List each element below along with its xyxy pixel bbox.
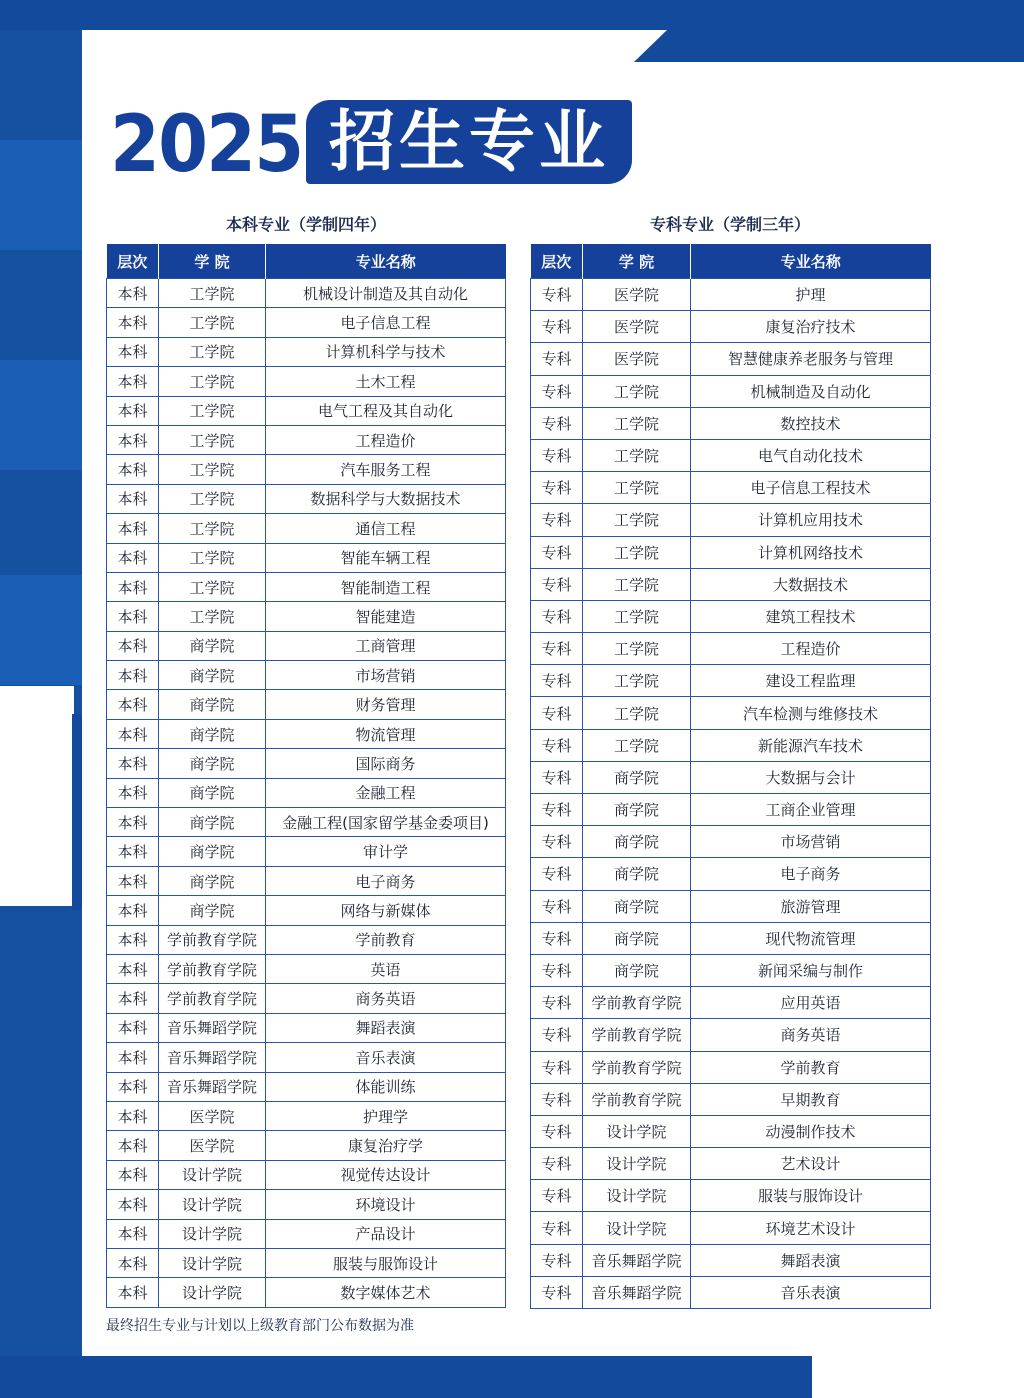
major-cell: 大数据与会计 [691,761,931,793]
level-cell: 专科 [531,1019,583,1051]
major-cell: 工程造价 [266,425,506,454]
table-row [531,794,931,826]
college-cell: 工学院 [583,504,691,536]
level-cell: 专科 [531,504,583,536]
major-cell: 舞蹈表演 [691,1244,931,1276]
major-cell: 数字媒体艺术 [266,1278,506,1307]
college-cell: 商学院 [583,954,691,986]
major-cell: 环境设计 [266,1190,506,1219]
major-cell: 数据科学与大数据技术 [266,484,506,513]
major-cell: 音乐表演 [266,1043,506,1072]
level-cell: 本科 [107,631,159,660]
table-row [531,279,931,311]
left-stripe-band [0,140,82,250]
table-row [531,568,931,600]
major-cell: 审计学 [266,837,506,866]
table-row [107,337,506,366]
major-cell: 视觉传达设计 [266,1160,506,1189]
level-cell: 专科 [531,1083,583,1115]
major-cell: 金融工程(国家留学基金委项目) [266,808,506,837]
table-row [531,600,931,632]
major-cell: 新闻采编与制作 [691,954,931,986]
level-cell: 本科 [107,778,159,807]
major-cell: 国际商务 [266,749,506,778]
college-cell: 音乐舞蹈学院 [159,1072,266,1101]
college-cell: 工学院 [159,543,266,572]
major-cell: 建设工程监理 [691,665,931,697]
college-cell: 商学院 [159,808,266,837]
college-cell: 商学院 [583,761,691,793]
major-cell: 大数据技术 [691,568,931,600]
bottom-banner [0,1356,812,1398]
table-row [107,1101,506,1130]
major-cell: 旅游管理 [691,890,931,922]
table-row [531,1051,931,1083]
level-cell: 专科 [531,1244,583,1276]
column-header: 学 院 [159,244,266,279]
college-cell: 商学院 [583,794,691,826]
level-cell: 本科 [107,1072,159,1101]
table-row [531,343,931,375]
major-cell: 工商企业管理 [691,794,931,826]
column-header: 专业名称 [266,244,506,279]
college-cell: 医学院 [583,311,691,343]
level-cell: 专科 [531,697,583,729]
college-cell: 商学院 [159,631,266,660]
level-cell: 专科 [531,536,583,568]
table-row [107,308,506,337]
level-cell: 本科 [107,984,159,1013]
college-cell: 工学院 [159,455,266,484]
level-cell: 专科 [531,890,583,922]
level-cell: 本科 [107,1278,159,1307]
major-cell: 艺术设计 [691,1148,931,1180]
level-cell: 本科 [107,1101,159,1130]
major-cell: 数控技术 [691,407,931,439]
college-cell: 医学院 [159,1131,266,1160]
major-cell: 应用英语 [691,987,931,1019]
college-cell: 音乐舞蹈学院 [583,1244,691,1276]
college-cell: 音乐舞蹈学院 [159,1043,266,1072]
table-row [107,690,506,719]
level-cell: 专科 [531,1051,583,1083]
college-cell: 商学院 [583,826,691,858]
table-row [531,1148,931,1180]
major-cell: 财务管理 [266,690,506,719]
major-cell: 土木工程 [266,367,506,396]
college-cell: 音乐舞蹈学院 [159,1013,266,1042]
table-row [531,826,931,858]
table-row [107,925,506,954]
college-cell: 商学院 [159,690,266,719]
table-header-row [531,244,931,279]
level-cell: 本科 [107,308,159,337]
major-cell: 智慧健康养老服务与管理 [691,343,931,375]
level-cell: 专科 [531,633,583,665]
college-cell: 商学院 [159,749,266,778]
table-row [107,896,506,925]
table-row [107,1219,506,1248]
college-cell: 学前教育学院 [583,987,691,1019]
level-cell: 本科 [107,896,159,925]
level-cell: 本科 [107,808,159,837]
college-cell: 医学院 [583,279,691,311]
major-cell: 智能制造工程 [266,572,506,601]
college-cell: 工学院 [583,536,691,568]
college-cell: 商学院 [159,837,266,866]
table-row [531,633,931,665]
level-cell: 专科 [531,761,583,793]
level-cell: 本科 [107,279,159,308]
college-cell: 商学院 [159,719,266,748]
level-cell: 专科 [531,375,583,407]
major-cell: 市场营销 [691,826,931,858]
college-cell: 工学院 [583,375,691,407]
level-cell: 本科 [107,396,159,425]
table-row [107,1013,506,1042]
table-row [107,425,506,454]
college-cell: 学前教育学院 [583,1019,691,1051]
college-cell: 工学院 [583,633,691,665]
major-cell: 计算机网络技术 [691,536,931,568]
undergraduate-caption: 本科专业（学制四年） [225,215,386,234]
major-cell: 电子信息工程技术 [691,472,931,504]
level-cell: 专科 [531,1212,583,1244]
table-row [531,472,931,504]
level-cell: 专科 [531,311,583,343]
table-row [531,1180,931,1212]
table-row [531,761,931,793]
major-cell: 服装与服饰设计 [266,1248,506,1277]
level-cell: 本科 [107,1013,159,1042]
table-row [107,543,506,572]
left-stripe-band [0,575,82,685]
undergraduate-rows [107,279,506,1308]
level-cell: 本科 [107,954,159,983]
level-cell: 本科 [107,484,159,513]
level-cell: 专科 [531,407,583,439]
level-cell: 本科 [107,572,159,601]
major-cell: 环境艺术设计 [691,1212,931,1244]
college-cell: 设计学院 [583,1212,691,1244]
top-banner-slant [630,30,1024,64]
college-cell: 医学院 [583,343,691,375]
footnote: 最终招生专业与计划以上级教育部门公布数据为准 [106,1318,414,1334]
left-stripe-accent [72,714,82,910]
table-row [107,1072,506,1101]
level-cell: 本科 [107,837,159,866]
table-row [107,1278,506,1307]
table-row [531,1083,931,1115]
major-cell: 电子商务 [691,858,931,890]
table-row [531,858,931,890]
level-cell: 本科 [107,602,159,631]
college-cell: 工学院 [583,568,691,600]
table-row [107,837,506,866]
major-cell: 机械设计制造及其自动化 [266,279,506,308]
major-cell: 动漫制作技术 [691,1115,931,1147]
major-cell: 学前教育 [266,925,506,954]
level-cell: 本科 [107,367,159,396]
major-cell: 汽车检测与维修技术 [691,697,931,729]
major-cell: 电气工程及其自动化 [266,396,506,425]
college-cell: 学前教育学院 [159,984,266,1013]
college-cell: 学前教育学院 [159,925,266,954]
level-cell: 本科 [107,1131,159,1160]
major-cell: 体能训练 [266,1072,506,1101]
vocational-rows [531,279,931,1309]
major-cell: 护理 [691,279,931,311]
table-row [107,954,506,983]
table-row [107,984,506,1013]
college-cell: 工学院 [159,279,266,308]
level-cell: 专科 [531,665,583,697]
level-cell: 本科 [107,455,159,484]
college-cell: 设计学院 [159,1190,266,1219]
level-cell: 本科 [107,1043,159,1072]
table-row [107,661,506,690]
level-cell: 专科 [531,1148,583,1180]
table-row [531,1212,931,1244]
table-row [107,602,506,631]
table-row [531,439,931,471]
major-cell: 建筑工程技术 [691,600,931,632]
table-row [531,954,931,986]
college-cell: 工学院 [583,407,691,439]
table-row [107,1131,506,1160]
level-cell: 本科 [107,514,159,543]
table-row [531,1115,931,1147]
college-cell: 学前教育学院 [583,1051,691,1083]
column-header: 层次 [531,244,583,279]
college-cell: 商学院 [159,896,266,925]
college-cell: 工学院 [159,602,266,631]
table-row [107,484,506,513]
college-cell: 设计学院 [583,1180,691,1212]
level-cell: 本科 [107,337,159,366]
major-cell: 电子信息工程 [266,308,506,337]
level-cell: 本科 [107,1160,159,1189]
column-header: 学 院 [583,244,691,279]
college-cell: 设计学院 [159,1219,266,1248]
level-cell: 专科 [531,794,583,826]
major-cell: 现代物流管理 [691,922,931,954]
level-cell: 专科 [531,1180,583,1212]
major-cell: 电子商务 [266,866,506,895]
major-cell: 商务英语 [266,984,506,1013]
college-cell: 商学院 [159,866,266,895]
level-cell: 专科 [531,1276,583,1308]
college-cell: 商学院 [583,890,691,922]
table-row [531,375,931,407]
level-cell: 专科 [531,600,583,632]
college-cell: 学前教育学院 [159,954,266,983]
table-row [107,749,506,778]
college-cell: 设计学院 [159,1248,266,1277]
college-cell: 学前教育学院 [583,1083,691,1115]
level-cell: 专科 [531,826,583,858]
level-cell: 专科 [531,439,583,471]
table-row [107,866,506,895]
level-cell: 本科 [107,661,159,690]
major-cell: 计算机应用技术 [691,504,931,536]
college-cell: 工学院 [159,367,266,396]
major-cell: 康复治疗学 [266,1131,506,1160]
level-cell: 专科 [531,472,583,504]
table-row [107,778,506,807]
left-stripe-band [0,360,82,470]
table-row [531,665,931,697]
major-cell: 计算机科学与技术 [266,337,506,366]
table-row [531,504,931,536]
top-banner [0,0,1024,30]
level-cell: 专科 [531,1115,583,1147]
table-row [531,922,931,954]
table-row [531,407,931,439]
level-cell: 专科 [531,987,583,1019]
level-cell: 专科 [531,279,583,311]
table-row [107,719,506,748]
major-cell: 康复治疗技术 [691,311,931,343]
table-row [107,1160,506,1189]
college-cell: 工学院 [159,308,266,337]
major-cell: 工商管理 [266,631,506,660]
level-cell: 本科 [107,719,159,748]
major-cell: 舞蹈表演 [266,1013,506,1042]
level-cell: 专科 [531,858,583,890]
major-cell: 学前教育 [691,1051,931,1083]
college-cell: 商学院 [159,778,266,807]
major-cell: 工程造价 [691,633,931,665]
major-cell: 网络与新媒体 [266,896,506,925]
table-row [107,455,506,484]
college-cell: 工学院 [583,697,691,729]
table-row [531,890,931,922]
major-cell: 汽车服务工程 [266,455,506,484]
table-row [107,631,506,660]
level-cell: 本科 [107,866,159,895]
level-cell: 本科 [107,925,159,954]
college-cell: 工学院 [583,472,691,504]
college-cell: 设计学院 [583,1115,691,1147]
undergraduate-table [106,244,506,1308]
level-cell: 本科 [107,1219,159,1248]
college-cell: 工学院 [159,396,266,425]
table-row [107,396,506,425]
college-cell: 工学院 [583,439,691,471]
level-cell: 专科 [531,729,583,761]
vocational-caption: 专科专业（学制三年） [649,215,810,234]
table-row [107,1248,506,1277]
table-row [531,311,931,343]
level-cell: 本科 [107,425,159,454]
table-row [531,729,931,761]
table-row [531,536,931,568]
level-cell: 专科 [531,568,583,600]
level-cell: 专科 [531,922,583,954]
table-header-row [107,244,506,279]
major-cell: 服装与服饰设计 [691,1180,931,1212]
college-cell: 设计学院 [159,1160,266,1189]
level-cell: 本科 [107,690,159,719]
level-cell: 专科 [531,954,583,986]
college-cell: 工学院 [159,484,266,513]
major-cell: 金融工程 [266,778,506,807]
major-cell: 智能车辆工程 [266,543,506,572]
college-cell: 工学院 [583,729,691,761]
major-cell: 机械制造及自动化 [691,375,931,407]
major-cell: 电气自动化技术 [691,439,931,471]
college-cell: 工学院 [159,514,266,543]
major-cell: 商务英语 [691,1019,931,1051]
level-cell: 专科 [531,343,583,375]
level-cell: 本科 [107,1190,159,1219]
major-cell: 音乐表演 [691,1276,931,1308]
college-cell: 工学院 [159,572,266,601]
major-cell: 新能源汽车技术 [691,729,931,761]
column-header: 层次 [107,244,159,279]
major-cell: 物流管理 [266,719,506,748]
table-row [107,1190,506,1219]
college-cell: 工学院 [583,665,691,697]
year-title: 2025 [110,100,303,190]
major-cell: 早期教育 [691,1083,931,1115]
table-row [531,1244,931,1276]
major-cell: 市场营销 [266,661,506,690]
college-cell: 音乐舞蹈学院 [583,1276,691,1308]
table-row [531,1019,931,1051]
level-cell: 本科 [107,543,159,572]
college-cell: 医学院 [159,1101,266,1130]
content-card-top [82,30,667,64]
table-row [107,808,506,837]
college-cell: 设计学院 [159,1278,266,1307]
level-cell: 本科 [107,749,159,778]
page-title: 招生专业 [306,100,632,184]
college-cell: 工学院 [159,425,266,454]
level-cell: 本科 [107,1248,159,1277]
college-cell: 工学院 [159,337,266,366]
major-cell: 英语 [266,954,506,983]
major-cell: 护理学 [266,1101,506,1130]
college-cell: 商学院 [583,922,691,954]
table-row [107,514,506,543]
table-row [531,697,931,729]
table-row [107,1043,506,1072]
major-cell: 通信工程 [266,514,506,543]
major-cell: 智能建造 [266,602,506,631]
college-cell: 商学院 [159,661,266,690]
column-header: 专业名称 [691,244,931,279]
table-row [107,279,506,308]
table-row [531,1276,931,1308]
table-row [107,572,506,601]
left-stripe-notch [0,686,74,906]
college-cell: 工学院 [583,600,691,632]
vocational-table [530,244,931,1309]
table-row [107,367,506,396]
table-row [531,987,931,1019]
college-cell: 商学院 [583,858,691,890]
major-cell: 产品设计 [266,1219,506,1248]
college-cell: 设计学院 [583,1148,691,1180]
